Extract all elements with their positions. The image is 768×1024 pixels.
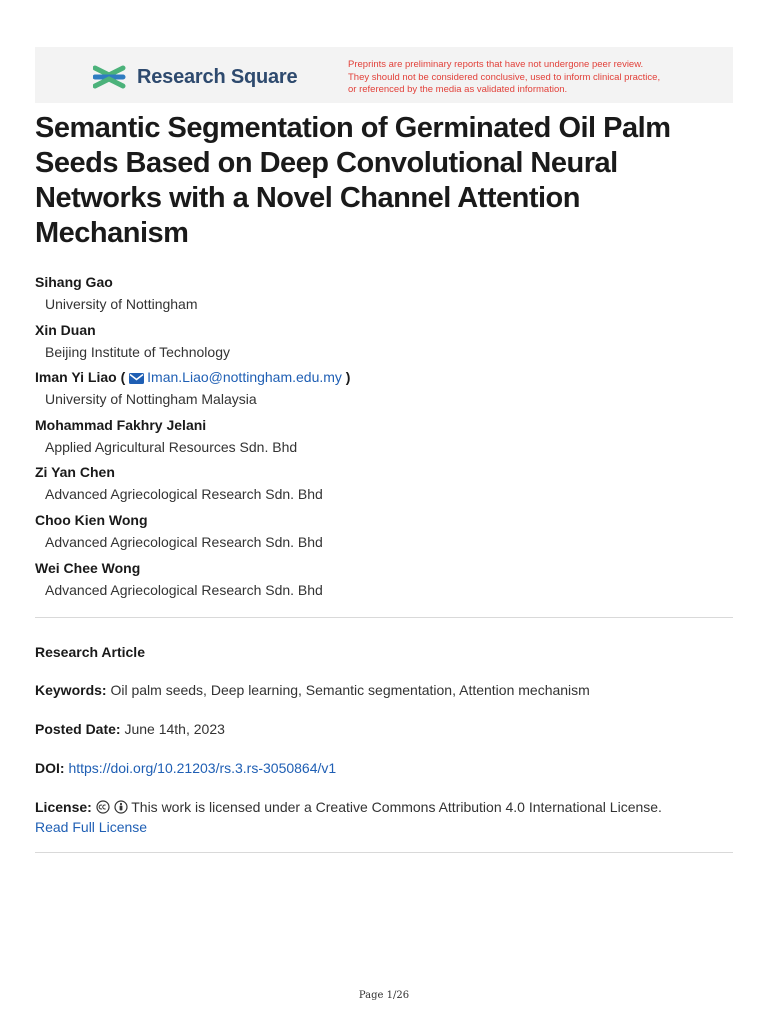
disclaimer-line: or referenced by the media as validated information. [348,84,568,96]
author-affiliation: Advanced Agriecological Research Sdn. Bhd [45,581,323,598]
author-affiliation: Advanced Agriecological Research Sdn. Bhd [45,486,323,503]
email-close-paren: ) [341,369,351,386]
doi-label: DOI: [35,760,65,776]
article-type [35,642,145,662]
author-entry [35,320,725,368]
read-full-license-link[interactable]: Read Full License [35,819,148,835]
author-entry [35,510,725,558]
envelope-icon [129,373,144,384]
author-entry [35,367,725,415]
author-email: Iman.Liao@nottingham.edu.my [147,369,342,386]
author-entry [35,462,725,510]
author-name: Iman Yi Liao [35,369,117,386]
posted-date-label: Posted Date: [35,721,121,737]
research-square-logo[interactable] [93,63,297,91]
posted-date-row [35,719,225,739]
keywords-label: Keywords: [35,682,107,698]
author-affiliation: Advanced Agriecological Research Sdn. Bhd [45,533,323,550]
author-name: Zi Yan Chen [35,464,115,481]
paper-title: Semantic Segmentation of Germinated Oil Palm Seeds Based on Deep Convolutional Neural Networks with a Novel Channel Attention Mechanism [35,112,671,249]
author-affiliation: Beijing Institute of Technology [45,343,230,360]
author-email-link[interactable] [129,369,342,385]
keywords-value: Oil palm seeds, Deep learning, Semantic segmentation, Attention mechanism [110,682,590,698]
creative-commons-icon [96,800,110,814]
license-label: License: [35,799,92,815]
brand-name: Research Square [137,65,298,88]
article-type-label: Research Article [35,644,145,660]
author-affiliation: Applied Agricultural Resources Sdn. Bhd [45,438,298,455]
license-row [35,797,733,837]
author-name: Choo Kien Wong [35,511,148,528]
author-name: Xin Duan [35,321,96,338]
author-name: Mohammad Fakhry Jelani [35,416,207,433]
author-affiliation: University of Nottingham Malaysia [45,391,257,408]
divider [35,852,733,853]
author-entry [35,415,725,463]
author-affiliation: University of Nottingham [45,296,198,312]
doi-row [35,758,336,778]
disclaimer-line: They should not be considered conclusive, used to inform clinical practice, [348,71,661,83]
doi-link[interactable]: https://doi.org/10.21203/rs.3.rs-3050864/v1 [68,760,337,776]
preprint-banner [35,47,733,103]
page-number: Page 1/26 [358,990,410,1001]
corresponding-author [35,367,725,387]
license-text: This work is licensed under a Creative Commons Attribution 4.0 International License. [131,799,662,815]
divider [35,617,733,618]
author-name: Sihang Gao [35,274,113,290]
email-open-paren: ( [116,369,126,386]
disclaimer-line: Preprints are preliminary reports that have not undergone peer review. [348,59,644,70]
research-square-logo-icon [93,63,129,91]
posted-date-value: June 14th, 2023 [124,721,225,737]
author-entry [35,272,725,320]
keywords-row [35,680,590,700]
attribution-icon [114,800,128,814]
author-entry [35,558,725,606]
preprint-disclaimer [348,59,728,97]
author-list [35,272,725,605]
author-name: Wei Chee Wong [35,559,141,576]
